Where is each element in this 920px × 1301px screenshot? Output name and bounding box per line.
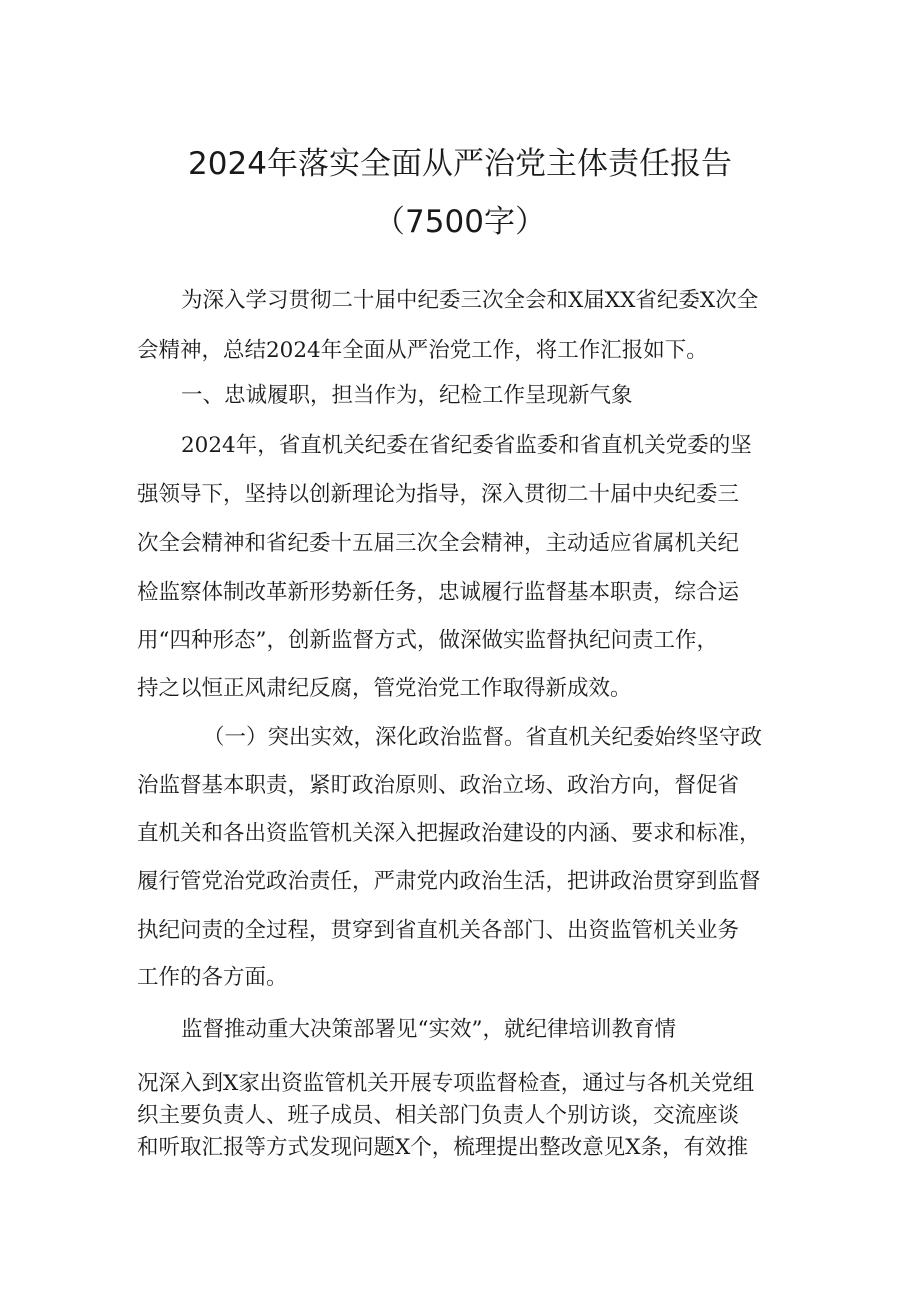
paragraph-line: 和听取汇报等方式发现问题X个，梳理提出整改意见X条，有效推 — [137, 1135, 749, 1160]
document-title: 2024年落实全面从严治党主体责任报告 — [188, 146, 732, 182]
paragraph-line: 况深入到X家出资监管机关开展专项监督检查，通过与各机关党组 — [137, 1071, 755, 1096]
paragraph-line: 强领导下，坚持以创新理论为指导，深入贯彻二十届中央纪委三 — [137, 482, 740, 507]
paragraph-line: 检监察体制改革新形势新任务，忠诚履行监督基本职责，综合运 — [137, 580, 740, 605]
paragraph-line: 为深入学习贯彻二十届中纪委三次全会和X届XX省纪委X次全 — [181, 288, 759, 313]
paragraph-line: 用“四种形态”，创新监督方式，做深做实监督执纪问责工作， — [137, 628, 718, 653]
paragraph-line: 持之以恒正风肃纪反腐，管党治党工作取得新成效。 — [137, 676, 632, 701]
subsection-line: （一）突出实效，深化政治监督。省直机关纪委始终坚守政 — [203, 725, 763, 750]
paragraph-line: 监督推动重大决策部署见“实效”，就纪律培训教育情 — [181, 1017, 676, 1042]
document-subtitle: （7500字） — [374, 204, 546, 240]
paragraph-line: 织主要负责人、班子成员、相关部门负责人个别访谈，交流座谈 — [137, 1103, 740, 1128]
paragraph-line: 工作的各方面。 — [137, 965, 288, 990]
paragraph-line: 会精神，总结2024年全面从严治党工作，将工作汇报如下。 — [137, 338, 708, 363]
paragraph-line: 次全会精神和省纪委十五届三次全会精神，主动适应省属机关纪 — [137, 531, 740, 556]
paragraph-line: 执纪问责的全过程，贯穿到省直机关各部门、出资监管机关业务 — [137, 918, 740, 943]
section-heading: 一、忠诚履职，担当作为，纪检工作呈现新气象 — [181, 383, 633, 408]
paragraph-line: 履行管党治党政治责任，严肃党内政治生活，把讲政治贯穿到监督 — [137, 869, 761, 894]
paragraph-line: 直机关和各出资监管机关深入把握政治建设的内涵、要求和标准， — [137, 821, 761, 846]
paragraph-line: 治监督基本职责，紧盯政治原则、政治立场、政治方向，督促省 — [137, 773, 740, 798]
paragraph-line: 2024年，省直机关纪委在省纪委省监委和省直机关党委的坚 — [181, 433, 752, 458]
